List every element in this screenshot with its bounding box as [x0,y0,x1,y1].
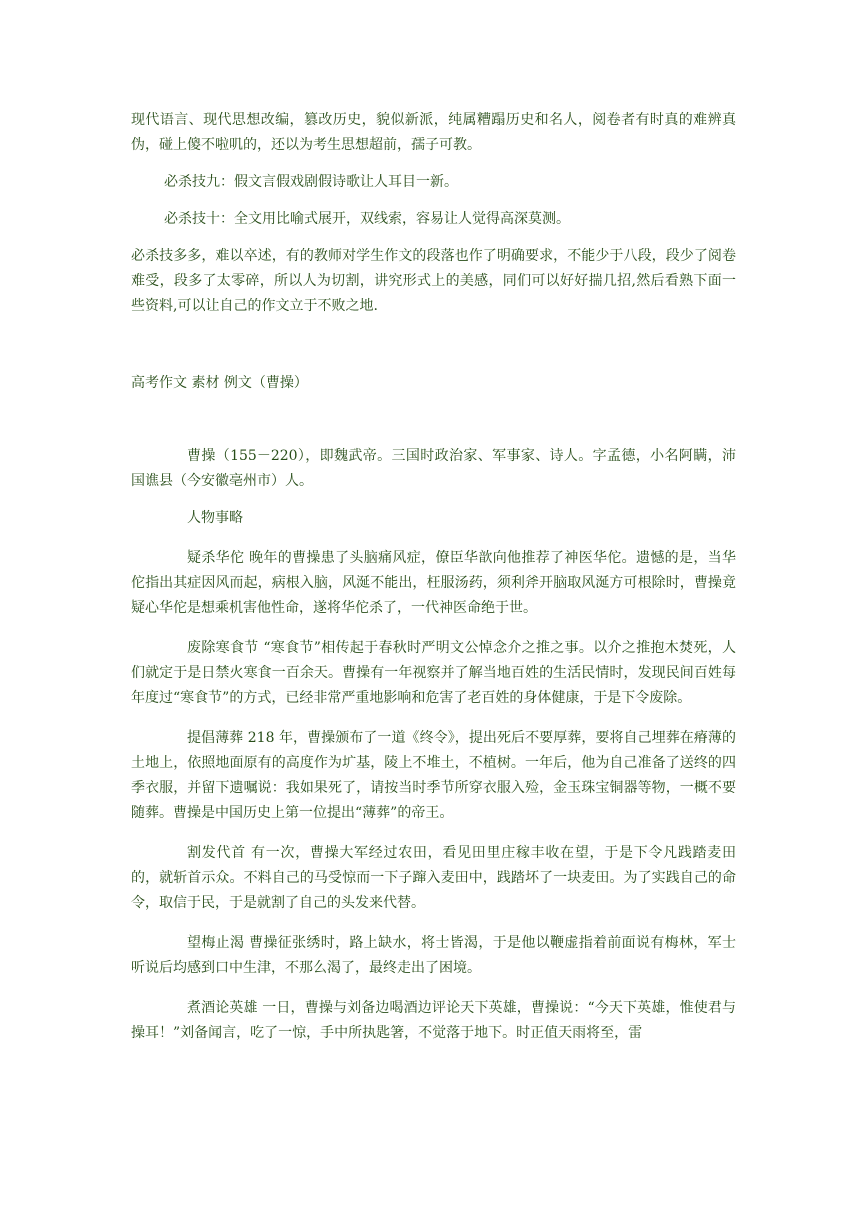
section-heading: 人物事略 [187,510,243,526]
section-title: 高考作文 素材 例文（曹操） [131,375,308,391]
story-paragraph: 废除寒食节 “寒食节”相传起于春秋时严明文公悼念介之推之事。以介之推抱木焚死，人们就定于是日禁火寒食一百余天。曹操有一年视察并了解当地百姓的生活民情时，发现民间百姓每年度过“寒食节”的方式，已经非常严重地影响和危害了老百姓的身体健康，于是下令废除。 [131,640,736,706]
bio-paragraph: 曹操（155－220），即魏武帝。三国时政治家、军事家、诗人。字孟德，小名阿瞒，沛国谯县（今安徽亳州市）人。 [131,448,736,489]
intro-paragraph-1: 现代语言、现代思想改编，篡改历史，貌似新派，纯属糟蹋历史和名人，阅卷者有时真的难辨真伪，碰上傻不啦叽的，还以为考生思想超前，孺子可教。 [131,112,736,153]
intro-paragraph-3: 必杀技十：全文用比喻式展开，双线索，容易让人觉得高深莫测。 [164,211,570,227]
story-paragraph: 提倡薄葬 218 年，曹操颁布了一道《终令》，提出死后不要厚葬，要将自己埋葬在瘠薄的土地上，依照地面原有的高度作为圹基，陵上不堆土，不植树。一年后，他为自己准备了送终的四季衣服，并留下遗嘱说：我如果死了，请按当时季节所穿衣服入殓，金玉珠宝铜器等物，一概不要随葬。曹操是中国历史上第一位提出“薄葬”的帝王。 [131,730,736,821]
story-paragraph: 疑杀华佗 晚年的曹操患了头脑痛风症，僚臣华歆向他推荐了神医华佗。遗憾的是，当华佗指出其症因风而起，病根入脑，风涎不能出，枉服汤药，须利斧开脑取风涎方可根除时，曹操竟疑心华佗是想乘机害他性命，遂将华佗杀了，一代神医命绝于世。 [131,550,736,616]
story-paragraph: 煮酒论英雄 一日，曹操与刘备边喝酒边评论天下英雄，曹操说：“今天下英雄，惟使君与操耳！”刘备闻言，吃了一惊，手中所执匙箸，不觉落于地下。时正值天雨将至，雷 [131,1000,736,1041]
story-paragraph: 望梅止渴 曹操征张绣时，路上缺水，将士皆渴，于是他以鞭虚指着前面说有梅林，军士听说后均感到口中生津，不那么渴了，最终走出了困境。 [131,935,736,976]
document-page [131,108,736,1046]
intro-paragraph-4: 必杀技多多，难以卒述，有的教师对学生作文的段落也作了明确要求，不能少于八段，段少了阅卷难受，段多了太零碎，所以人为切割，讲究形式上的美感，同们可以好好揣几招,然后看熟下面一些资料,可以让自己的作文立于不败之地. [131,248,736,314]
story-paragraph: 割发代首 有一次，曹操大军经过农田，看见田里庄稼丰收在望，于是下令凡践踏麦田的，就斩首示众。不料自己的马受惊而一下子蹿入麦田中，践踏坏了一块麦田。为了实践自己的命令，取信于民，于是就割了自己的头发来代替。 [131,845,736,911]
intro-paragraph-2: 必杀技九：假文言假戏剧假诗歌让人耳目一新。 [164,174,458,190]
